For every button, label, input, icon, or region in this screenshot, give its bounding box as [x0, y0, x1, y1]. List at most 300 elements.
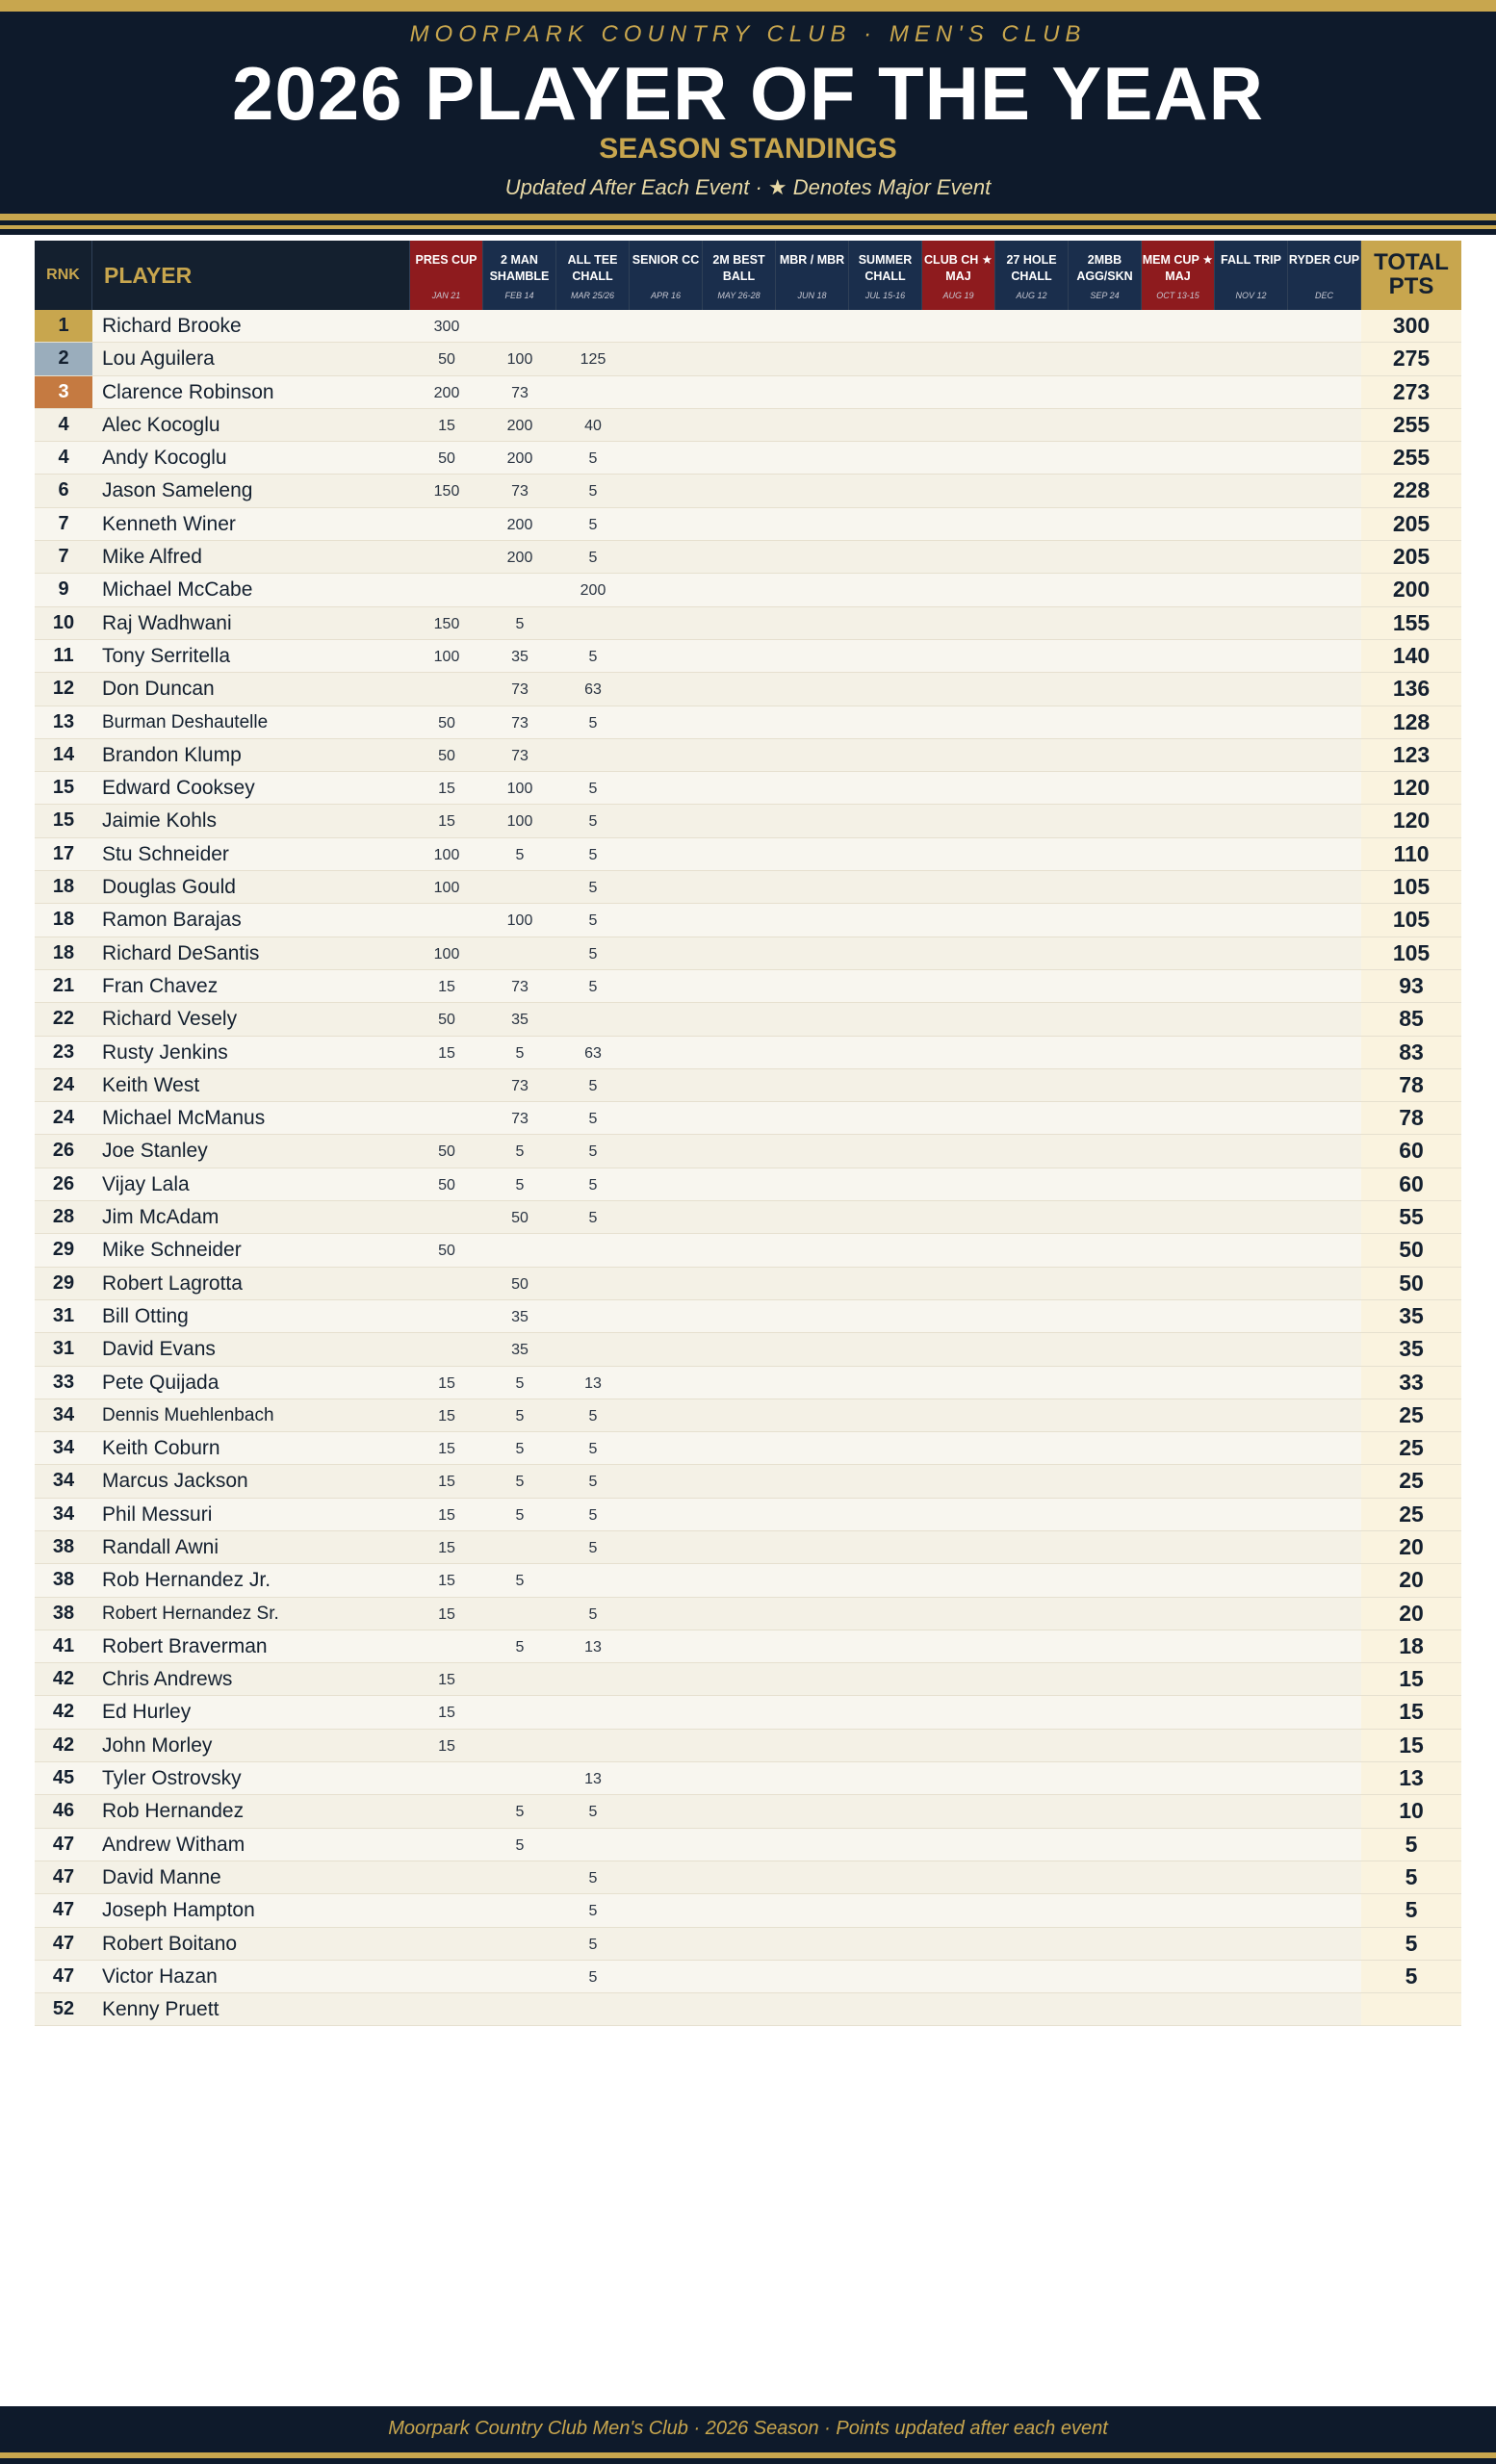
event-points-cell — [1142, 1928, 1215, 1960]
event-points-cell — [630, 310, 703, 342]
event-points-cell — [630, 1630, 703, 1662]
player-name-cell: Clarence Robinson — [102, 380, 274, 403]
event-points-cell — [995, 1201, 1069, 1233]
event-points-cell — [1142, 574, 1215, 605]
event-points-cell — [995, 1630, 1069, 1662]
event-points-cell — [1142, 1432, 1215, 1464]
event-points-cell — [995, 1598, 1069, 1630]
event-column-header — [995, 241, 1069, 310]
event-points-cell — [1069, 1037, 1142, 1068]
event-points-cell — [630, 1465, 703, 1497]
event-points-cell — [849, 409, 922, 441]
event-points-cell — [630, 673, 703, 705]
event-points-cell — [1215, 607, 1288, 639]
event-points-cell — [1142, 607, 1215, 639]
event-column-header — [630, 241, 703, 310]
event-points-cell — [1288, 1432, 1361, 1464]
event-name: RYDER CUP — [1288, 253, 1360, 267]
event-points-cell: 15 — [438, 417, 455, 434]
event-points-cell — [1288, 739, 1361, 771]
rank-cell: 38 — [52, 1602, 75, 1624]
event-points-cell — [776, 607, 849, 639]
total-points-cell: 300 — [1361, 310, 1461, 342]
event-points-cell — [1215, 1300, 1288, 1332]
event-points-cell: 5 — [515, 1374, 525, 1392]
event-points-cell — [776, 673, 849, 705]
event-points-cell — [1069, 1531, 1142, 1563]
event-points-cell — [776, 937, 849, 969]
event-points-cell — [630, 1234, 703, 1266]
event-points-cell — [1142, 1201, 1215, 1233]
rank-cell: 14 — [52, 743, 75, 765]
event-points-cell — [995, 1465, 1069, 1497]
event-name: 2MBB AGG/SKN — [1076, 253, 1133, 283]
total-points-column-header: TOTAL PTS — [1361, 241, 1461, 310]
event-points-cell — [1288, 1168, 1361, 1200]
event-points-cell — [1215, 739, 1288, 771]
event-points-cell — [776, 1201, 849, 1233]
event-points-cell — [630, 1499, 703, 1530]
event-points-cell: 5 — [588, 483, 598, 500]
event-points-cell: 5 — [515, 846, 525, 863]
event-points-cell: 5 — [588, 1968, 598, 1986]
event-points-cell — [1142, 1465, 1215, 1497]
event-points-cell — [1215, 937, 1288, 969]
event-date: OCT 13-15 — [1156, 291, 1199, 300]
event-points-cell — [922, 1961, 995, 1992]
rank-cell: 10 — [52, 611, 75, 633]
event-points-cell — [922, 772, 995, 804]
event-points-cell — [995, 772, 1069, 804]
rank-cell: 24 — [52, 1107, 75, 1129]
event-points-cell — [1069, 376, 1142, 408]
event-points-cell — [703, 1696, 776, 1728]
standings-table — [35, 241, 1461, 2026]
event-points-cell: 5 — [515, 1506, 525, 1524]
event-date: FEB 14 — [504, 291, 534, 300]
event-points-cell — [922, 706, 995, 738]
event-points-cell — [1069, 1564, 1142, 1596]
event-points-cell — [922, 904, 995, 936]
total-points-cell: 78 — [1361, 1069, 1461, 1101]
event-points-cell — [1215, 1531, 1288, 1563]
event-points-cell — [1069, 838, 1142, 870]
event-points-cell — [1215, 1069, 1288, 1101]
event-points-cell — [776, 442, 849, 474]
event-points-cell — [703, 1795, 776, 1827]
event-points-cell — [776, 1367, 849, 1399]
event-points-cell — [1215, 1333, 1288, 1365]
total-points-cell: 13 — [1361, 1762, 1461, 1794]
event-points-cell: 5 — [515, 615, 525, 632]
event-points-cell — [922, 1168, 995, 1200]
event-points-cell — [1288, 1037, 1361, 1068]
event-points-cell — [1069, 1762, 1142, 1794]
rank-cell: 15 — [52, 777, 75, 799]
event-points-cell — [703, 1102, 776, 1134]
event-points-cell — [410, 1102, 483, 1134]
event-points-cell — [776, 310, 849, 342]
event-points-cell — [1069, 541, 1142, 573]
event-points-cell — [1288, 640, 1361, 672]
event-points-cell — [922, 1037, 995, 1068]
event-points-cell — [776, 805, 849, 836]
event-points-cell — [776, 1268, 849, 1299]
event-points-cell — [1288, 772, 1361, 804]
event-points-cell: 50 — [438, 1176, 455, 1194]
event-points-cell — [1288, 607, 1361, 639]
event-points-cell — [1215, 1598, 1288, 1630]
event-points-cell — [849, 1598, 922, 1630]
event-points-cell — [410, 1268, 483, 1299]
event-points-cell: 73 — [511, 714, 529, 732]
event-points-cell — [1288, 1268, 1361, 1299]
event-points-cell — [483, 1663, 556, 1695]
event-points-cell — [410, 1201, 483, 1233]
rank-cell: 47 — [52, 1899, 75, 1921]
event-column-header — [1142, 241, 1215, 310]
event-name: MEM CUP ★ MAJ — [1142, 253, 1214, 283]
event-points-cell — [1288, 1663, 1361, 1695]
event-points-cell — [630, 640, 703, 672]
event-points-cell — [776, 409, 849, 441]
event-points-cell: 100 — [506, 912, 533, 930]
event-points-cell — [630, 937, 703, 969]
table-row — [35, 1201, 1461, 1234]
player-name-cell: Vijay Lala — [102, 1172, 190, 1195]
table-row — [35, 1663, 1461, 1696]
total-points-cell: 5 — [1361, 1829, 1461, 1861]
total-points-cell: 15 — [1361, 1730, 1461, 1761]
event-points-cell — [1288, 1961, 1361, 1992]
event-points-cell — [1069, 1333, 1142, 1365]
event-points-cell — [1288, 1894, 1361, 1926]
table-row — [35, 772, 1461, 805]
event-points-cell — [410, 574, 483, 605]
event-points-cell — [776, 970, 849, 1002]
event-points-cell — [995, 1268, 1069, 1299]
rank-cell: 45 — [52, 1767, 75, 1789]
event-points-cell — [630, 1201, 703, 1233]
rank-cell: 9 — [58, 578, 69, 601]
event-points-cell — [995, 1367, 1069, 1399]
event-points-cell: 63 — [584, 681, 602, 699]
event-date: MAY 26-28 — [717, 291, 761, 300]
event-points-cell — [630, 1730, 703, 1761]
event-points-cell — [995, 1003, 1069, 1035]
event-points-cell — [1142, 970, 1215, 1002]
event-points-cell — [849, 1300, 922, 1332]
event-points-cell — [1288, 1630, 1361, 1662]
table-header — [35, 241, 1461, 310]
event-points-cell — [1215, 1399, 1288, 1431]
rank-cell: 11 — [53, 644, 74, 666]
event-points-cell — [1142, 1730, 1215, 1761]
event-points-cell — [1215, 442, 1288, 474]
event-points-cell — [483, 574, 556, 605]
event-points-cell — [849, 1564, 922, 1596]
event-points-cell — [922, 1234, 995, 1266]
event-points-cell — [776, 1499, 849, 1530]
table-row — [35, 706, 1461, 739]
event-points-cell — [776, 871, 849, 903]
event-points-cell — [1288, 1234, 1361, 1266]
player-name-cell: Jim McAdam — [102, 1206, 219, 1229]
table-row — [35, 739, 1461, 772]
event-points-cell — [849, 607, 922, 639]
event-points-cell — [849, 970, 922, 1002]
event-points-cell — [1288, 574, 1361, 605]
event-points-cell — [410, 1961, 483, 1992]
event-points-cell — [1215, 1135, 1288, 1167]
event-points-cell — [1215, 1762, 1288, 1794]
event-points-cell — [630, 1861, 703, 1893]
event-points-cell: 50 — [511, 1210, 529, 1227]
event-points-cell — [1069, 970, 1142, 1002]
event-points-cell — [483, 1696, 556, 1728]
event-points-cell — [630, 1531, 703, 1563]
event-points-cell — [995, 1564, 1069, 1596]
player-name-cell: Jaimie Kohls — [102, 809, 218, 833]
event-points-cell — [1069, 1861, 1142, 1893]
event-points-cell — [630, 541, 703, 573]
rank-cell: 42 — [52, 1701, 75, 1723]
event-points-cell — [1142, 1300, 1215, 1332]
event-points-cell — [776, 1432, 849, 1464]
player-name-cell: Robert Braverman — [102, 1634, 268, 1657]
rank-cell: 28 — [52, 1206, 75, 1228]
event-points-cell — [922, 1135, 995, 1167]
event-points-cell — [630, 970, 703, 1002]
event-points-cell: 5 — [588, 978, 598, 995]
event-points-cell — [922, 937, 995, 969]
event-points-cell — [849, 805, 922, 836]
player-name-cell: Fran Chavez — [102, 974, 219, 997]
event-points-cell — [1142, 541, 1215, 573]
event-points-cell — [703, 1037, 776, 1068]
page-header — [0, 12, 1496, 235]
rank-cell: 31 — [52, 1338, 75, 1360]
event-points-cell — [1069, 772, 1142, 804]
event-points-cell: 73 — [511, 1077, 529, 1094]
event-points-cell — [410, 1300, 483, 1332]
event-points-cell — [483, 871, 556, 903]
player-name-cell: Bill Otting — [102, 1304, 189, 1327]
event-points-cell — [1288, 1069, 1361, 1101]
event-points-cell: 5 — [588, 1176, 598, 1194]
event-points-cell — [483, 1894, 556, 1926]
rank-cell: 26 — [52, 1140, 75, 1162]
event-points-cell: 35 — [511, 1012, 529, 1029]
rank-cell: 26 — [52, 1172, 75, 1194]
event-points-cell — [1069, 805, 1142, 836]
event-points-cell — [1288, 673, 1361, 705]
event-points-cell — [483, 1961, 556, 1992]
event-points-cell — [630, 1268, 703, 1299]
rank-cell: 33 — [52, 1371, 75, 1393]
event-points-cell — [1069, 409, 1142, 441]
event-points-cell — [1069, 475, 1142, 506]
event-points-cell — [1288, 706, 1361, 738]
event-points-cell — [1142, 1168, 1215, 1200]
player-name-cell: Rusty Jenkins — [102, 1040, 228, 1064]
event-points-cell — [630, 1432, 703, 1464]
event-points-cell — [776, 1564, 849, 1596]
event-points-cell — [1215, 772, 1288, 804]
event-points-cell — [703, 1069, 776, 1101]
event-points-cell: 100 — [506, 781, 533, 798]
rank-cell: 24 — [52, 1073, 75, 1095]
event-points-cell — [1215, 1432, 1288, 1464]
player-name-cell: Pete Quijada — [102, 1371, 219, 1394]
table-row — [35, 541, 1461, 574]
event-points-cell — [703, 442, 776, 474]
event-points-cell — [1069, 1928, 1142, 1960]
event-points-cell — [1288, 376, 1361, 408]
player-name-cell: Richard Brooke — [102, 315, 242, 337]
event-points-cell — [556, 1564, 630, 1596]
event-points-cell — [410, 1630, 483, 1662]
player-name-cell: Keith Coburn — [102, 1437, 220, 1460]
event-points-cell: 150 — [433, 615, 460, 632]
event-points-cell — [703, 1730, 776, 1761]
event-points-cell — [849, 1168, 922, 1200]
player-name-cell: David Manne — [102, 1865, 221, 1888]
event-points-cell — [556, 1663, 630, 1695]
event-points-cell — [849, 475, 922, 506]
event-points-cell — [849, 706, 922, 738]
event-points-cell: 5 — [588, 1210, 598, 1227]
event-points-cell: 13 — [584, 1374, 602, 1392]
event-points-cell: 15 — [438, 1737, 455, 1755]
event-points-cell — [922, 574, 995, 605]
event-points-cell: 5 — [588, 550, 598, 567]
event-points-cell — [556, 1829, 630, 1861]
event-points-cell — [922, 970, 995, 1002]
event-points-cell — [995, 1399, 1069, 1431]
event-points-cell — [776, 376, 849, 408]
event-points-cell — [995, 1300, 1069, 1332]
event-points-cell: 5 — [588, 1903, 598, 1920]
event-points-cell — [1288, 1465, 1361, 1497]
event-points-cell — [1288, 1762, 1361, 1794]
event-points-cell — [1215, 1234, 1288, 1266]
event-points-cell — [1142, 1630, 1215, 1662]
event-name: CLUB CH ★ MAJ — [924, 253, 993, 283]
table-row — [35, 1829, 1461, 1861]
event-points-cell — [776, 1168, 849, 1200]
event-points-cell — [995, 442, 1069, 474]
event-points-cell — [1069, 1300, 1142, 1332]
player-name-cell: Alec Kocoglu — [102, 413, 220, 436]
event-points-cell — [630, 739, 703, 771]
event-points-cell — [995, 409, 1069, 441]
event-points-cell: 15 — [438, 1441, 455, 1458]
player-name-cell: Mike Alfred — [102, 546, 202, 569]
event-points-cell: 35 — [511, 1308, 529, 1325]
event-points-cell — [922, 1300, 995, 1332]
total-points-cell: 25 — [1361, 1499, 1461, 1530]
total-points-cell: 155 — [1361, 607, 1461, 639]
event-points-cell — [630, 871, 703, 903]
event-points-cell — [1215, 541, 1288, 573]
event-points-cell — [703, 475, 776, 506]
total-points-cell: 255 — [1361, 442, 1461, 474]
event-points-cell — [1142, 1829, 1215, 1861]
rank-cell: 7 — [58, 512, 69, 534]
event-points-cell — [995, 838, 1069, 870]
event-points-cell — [995, 904, 1069, 936]
event-points-cell — [1142, 1102, 1215, 1134]
event-points-cell — [922, 1829, 995, 1861]
event-points-cell — [776, 541, 849, 573]
event-name: ALL TEE CHALL — [567, 253, 618, 283]
event-points-cell: 15 — [438, 1407, 455, 1424]
rank-cell: 15 — [52, 809, 75, 832]
player-name-cell: Michael McCabe — [102, 578, 253, 602]
event-points-cell — [849, 871, 922, 903]
event-points-cell — [995, 1730, 1069, 1761]
table-row — [35, 1432, 1461, 1465]
event-points-cell — [922, 1928, 995, 1960]
event-points-cell — [849, 1432, 922, 1464]
event-points-cell — [922, 1894, 995, 1926]
event-points-cell: 13 — [584, 1638, 602, 1656]
event-points-cell — [776, 1003, 849, 1035]
event-points-cell — [995, 1432, 1069, 1464]
table-row — [35, 838, 1461, 871]
event-points-cell — [703, 1499, 776, 1530]
event-points-cell — [630, 574, 703, 605]
event-points-cell — [630, 1829, 703, 1861]
rank-cell: 42 — [52, 1733, 75, 1756]
event-points-cell — [1288, 1928, 1361, 1960]
event-column-header — [410, 241, 483, 310]
event-points-cell — [1288, 541, 1361, 573]
table-row — [35, 1531, 1461, 1564]
event-points-cell — [995, 376, 1069, 408]
event-points-cell — [1142, 739, 1215, 771]
event-points-cell — [1069, 871, 1142, 903]
rank-cell: 4 — [58, 447, 69, 469]
event-points-cell — [556, 376, 630, 408]
event-points-cell — [630, 1663, 703, 1695]
event-points-cell — [776, 838, 849, 870]
event-points-cell — [630, 1367, 703, 1399]
event-points-cell — [776, 640, 849, 672]
total-points-cell: 140 — [1361, 640, 1461, 672]
event-points-cell — [922, 475, 995, 506]
event-points-cell — [1069, 607, 1142, 639]
event-points-cell — [483, 1928, 556, 1960]
event-points-cell — [703, 739, 776, 771]
event-points-cell — [483, 1531, 556, 1563]
event-points-cell: 5 — [515, 1044, 525, 1062]
player-name-cell: Brandon Klump — [102, 743, 242, 766]
event-points-cell — [1069, 640, 1142, 672]
event-points-cell — [630, 1300, 703, 1332]
table-row — [35, 508, 1461, 541]
event-points-cell: 5 — [588, 450, 598, 468]
event-points-cell: 5 — [588, 1804, 598, 1821]
event-points-cell: 100 — [433, 880, 460, 897]
event-points-cell — [1069, 1168, 1142, 1200]
table-row — [35, 1465, 1461, 1498]
event-points-cell — [1142, 1894, 1215, 1926]
event-points-cell — [995, 1762, 1069, 1794]
player-name-cell: Rob Hernandez Jr. — [102, 1569, 271, 1592]
event-points-cell — [849, 1069, 922, 1101]
